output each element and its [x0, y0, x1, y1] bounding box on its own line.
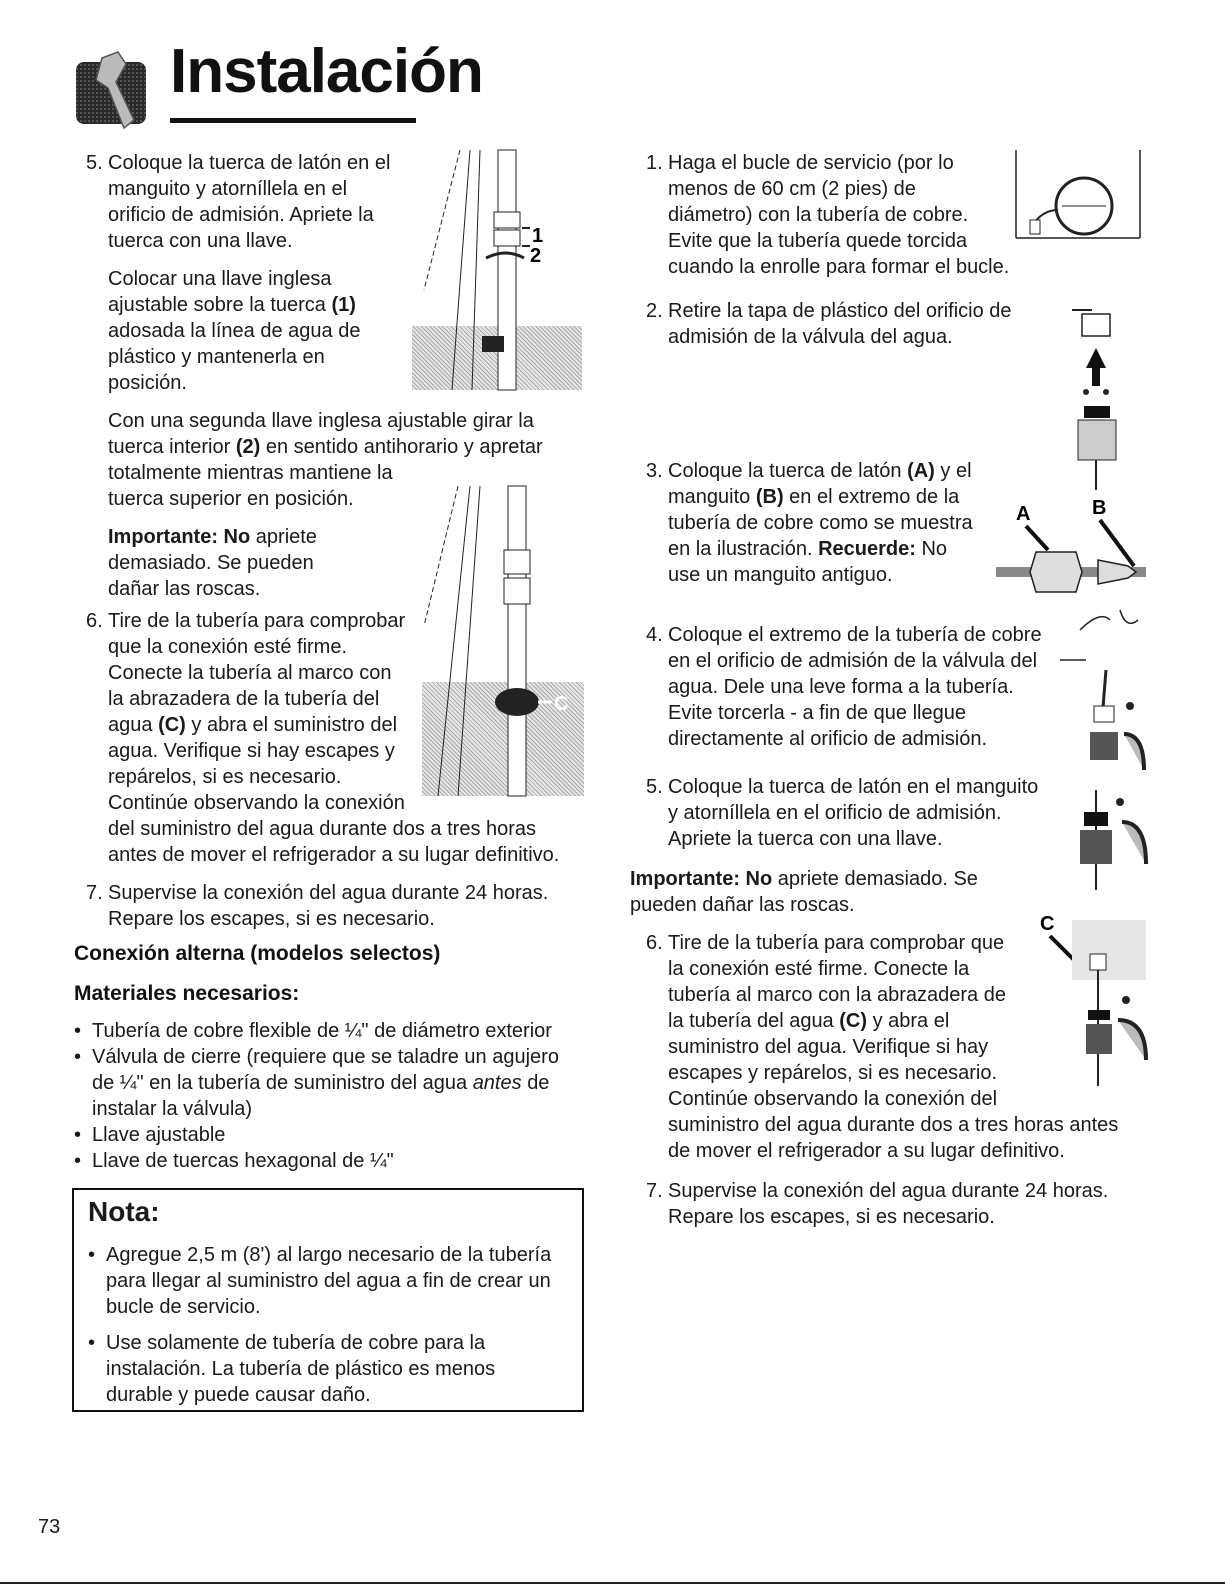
fig-label-c-right: C: [1040, 913, 1055, 935]
right-step-3: 3. Coloque la tuerca de latón (A) y el manguito (B) en el extremo de la tubería de cobre como se muestra en la ilustración. Recuerde: No use un manguito antiguo.: [646, 460, 973, 586]
materials-heading: Materiales necesarios:: [74, 982, 300, 1005]
list-item: • Llave ajustable: [74, 1122, 574, 1148]
right-important: Importante: No apriete demasiado. Se pueden dañar las roscas.: [630, 868, 978, 916]
right-step-2: 2. Retire la tapa de plástico del orificio de admisión de la válvula del agua.: [646, 300, 1012, 348]
left-step-5-cont: Con una segunda llave inglesa ajustable girar la tuerca interior (2) en sentido antihorario y apretar totalmente mientras mantiene la tuerca superior en posición. Importante: No apriete demasiado. Se pueden dañar las roscas.: [108, 410, 543, 600]
page-number: 73: [38, 1516, 61, 1538]
fig-label-c: C: [554, 693, 569, 715]
page-title: Instalación: [170, 37, 483, 106]
right-step-5: 5. Coloque la tuerca de latón en el manguito y atorníllela en el orificio de admisión. Apriete la tuerca con una llave.: [646, 776, 1039, 850]
left-step-5: 5. Coloque la tuerca de latón en el manguito y atorníllela en el orificio de admisión. Apriete la tuerca con una llave. Colocar una llave inglesa ajustable sobre la tuerca (1) adosada la línea de agua de plástico y mantenerla en posición.: [86, 152, 391, 394]
right-step-6: 6. Tire de la tubería para comprobar que la conexión esté firme. Conecte la tubería al marco con la abrazadera de la tubería del agua (C) y abra el suministro del agua. Verifique si hay escapes y repárelos, si es necesario. Continúe observando la conexión del suministro del agua durante dos a tres horas antes de mover el refrigerador a su lugar definitivo.: [646, 932, 1119, 1162]
list-item: • Agregue 2,5 m (8') al largo necesario de la tubería: [88, 1242, 572, 1268]
figure-clamp-c: [1036, 910, 1146, 1086]
alt-connection-heading: Conexión alterna (modelos selectos): [74, 942, 441, 965]
fig-label-a: A: [1016, 503, 1031, 525]
list-item: • Tubería de cobre flexible de ¼" de diámetro exterior: [74, 1018, 574, 1044]
figure-tube-clamp: [418, 486, 584, 796]
figure-wrench-fitting: [412, 150, 582, 390]
fig-label-2: 2: [530, 245, 542, 267]
list-item: • Use solamente de tubería de cobre para la: [88, 1330, 572, 1356]
fig-label-1: 1: [532, 225, 544, 247]
left-step-7: 7. Supervise la conexión del agua durante 24 horas. Repare los escapes, si es necesario.: [86, 882, 549, 930]
right-step-1: 1. Haga el bucle de servicio (por lo menos de 60 cm (2 pies) de diámetro) con la tubería de cobre. Evite que la tubería quede torcida cuando la enrolle para formar el bucle.: [646, 152, 1010, 278]
right-step-4: 4. Coloque el extremo de la tubería de cobre en el orificio de admisión de la válvula del agua. Dele una leve forma a la tubería. Evite torcerla - a fin de que llegue directamente al orificio de admisión.: [646, 624, 1042, 750]
wrench-icon: [72, 44, 150, 132]
right-step-7: 7. Supervise la conexión del agua durante 24 horas. Repare los escapes, si es necesario.: [646, 1180, 1109, 1228]
left-step-6: 6. Tire de la tubería para comprobar que la conexión esté firme. Conecte la tubería al marco con la abrazadera de la tubería del agua (C) y abra el suministro del agua. Verifique si hay escapes y repárelos, si es necesario. Continúe observando la conexión del suministro del agua durante dos a tres horas antes de mover el refrigerador a su lugar definitivo.: [86, 610, 560, 866]
list-item: • Válvula de cierre (requiere que se taladre un agujero: [74, 1044, 574, 1070]
figure-tube-insert: [1040, 610, 1146, 770]
figure-nut-sleeve: [996, 490, 1146, 600]
bottom-rule: [0, 1582, 1225, 1584]
list-item: • Llave de tuercas hexagonal de ¼": [74, 1148, 574, 1174]
note-box: Nota: • Agregue 2,5 m (8') al largo necesario de la tubería para llegar al suministro del agua a fin de crear un bucle de servicio. • Use solamente de tubería de cobre para la instalación. La tubería de plástico es menos durable y puede causar daño.: [72, 1188, 584, 1412]
title-underline: [170, 118, 416, 123]
figure-valve-cap: [1062, 296, 1146, 490]
fig-label-b: B: [1092, 497, 1107, 519]
note-title: Nota:: [88, 1196, 160, 1227]
figure-service-loop: [1012, 150, 1144, 246]
figure-nut-tighten: [1070, 780, 1146, 890]
materials-list: • Tubería de cobre flexible de ¼" de diámetro exterior • Válvula de cierre (requiere que se taladre un agujero de ¼" en la tubería de suministro del agua antes de instalar la válvula) • Llave ajustable • Llave de tuercas hexagonal de ¼": [74, 1018, 574, 1174]
